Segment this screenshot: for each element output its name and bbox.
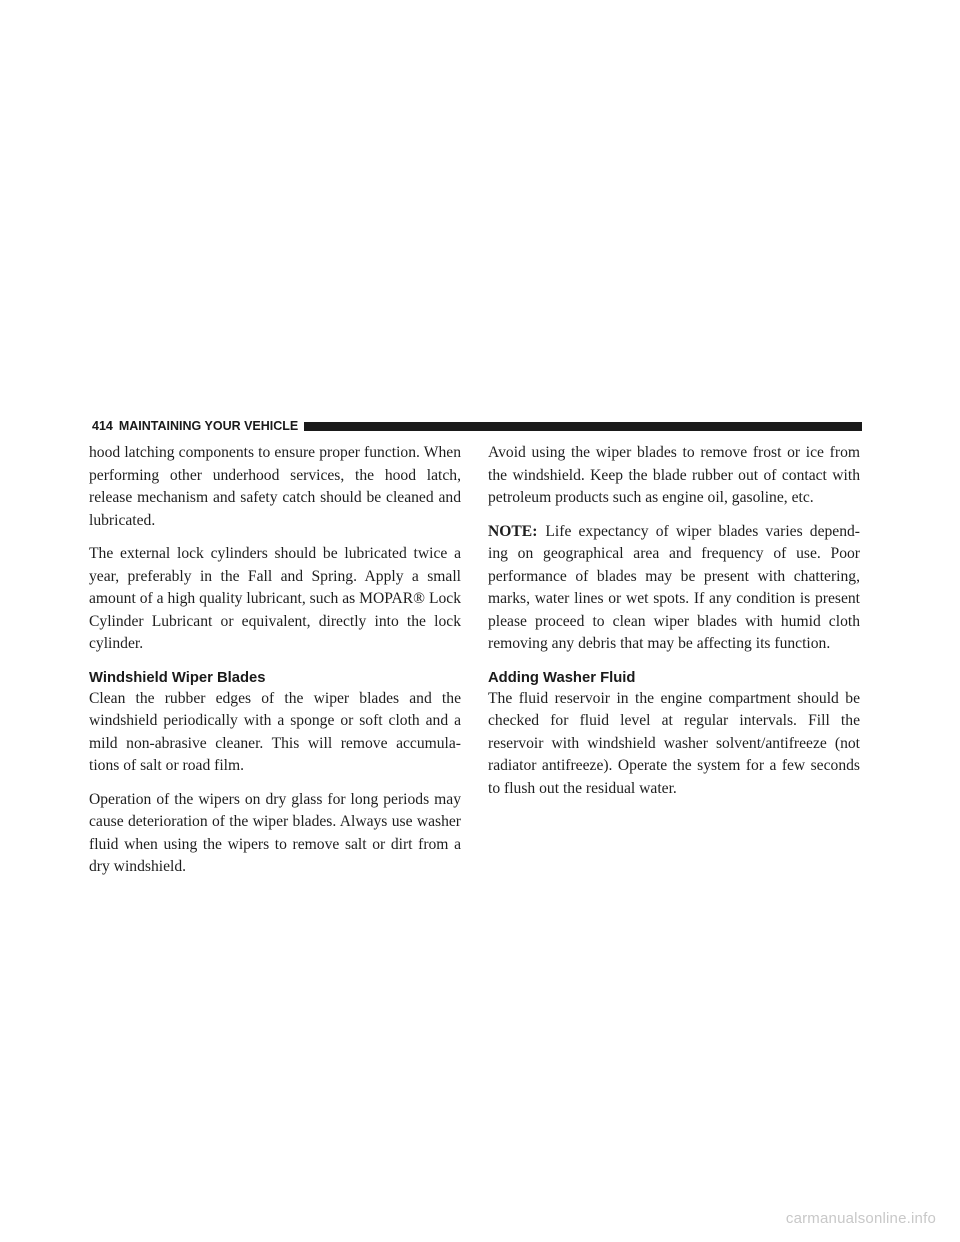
paragraph-hood-latch: hood latching components to ensure proper function. When performing other underhood services, the hood latch, release mechanism and safety catch should be cleaned and lubricated. [89,444,461,529]
left-column [89,442,461,890]
right-column [488,442,860,811]
paragraph-lock-cylinders: The external lock cylinders should be lubricated twice a year, preferably in the Fall and Spring. Apply a small amount of a high quality lubricant, such as MOPAR® Lock Cylinder Lubricant or equivalent, directly into the lock cylinder. [89,545,461,652]
note-label: NOTE: [488,522,538,540]
heading-adding-washer-fluid: Adding Washer Fluid [488,669,636,686]
note-text: Life expectancy of wiper blades varies depend-ing on geographical area and frequency of use. Poor performance of blades may be present with chattering, marks, water lines or wet spots. If any condition is present please proceed to clean wiper blades with humid cloth removing any debris that may be affecting its function. [488,522,860,652]
page-number: 414 [92,419,113,433]
paragraph-fluid-reservoir: The fluid reservoir in the engine compartment should be checked for fluid level at regular intervals. Fill the reservoir with windshield washer solvent/antifreeze (not radiator antifreeze). Operate the system for a few seconds to flush out the residual water. [488,689,860,797]
paragraph-clean-wipers: Clean the rubber edges of the wiper blades and the windshield periodically with a sponge or soft cloth and a mild non-abrasive cleaner. This will remove accumula-tions of salt or road film. [89,689,461,774]
section-title: MAINTAINING YOUR VEHICLE [118,419,299,433]
watermark: carmanualsonline.info [785,1210,936,1227]
heading-windshield-wiper-blades: Windshield Wiper Blades [89,669,266,686]
paragraph-avoid-frost: Avoid using the wiper blades to remove frost or ice from the windshield. Keep the blade rubber out of contact with petroleum products such as engine oil, gasoline, etc. [488,444,860,506]
paragraph-dry-glass: Operation of the wipers on dry glass for long periods may cause deterioration of the wiper blades. Always use washer fluid when using the wipers to remove salt or dirt from a dry windshield. [89,790,461,875]
header-rule [304,422,862,431]
page-header [92,416,862,436]
note-paragraph [488,521,860,656]
